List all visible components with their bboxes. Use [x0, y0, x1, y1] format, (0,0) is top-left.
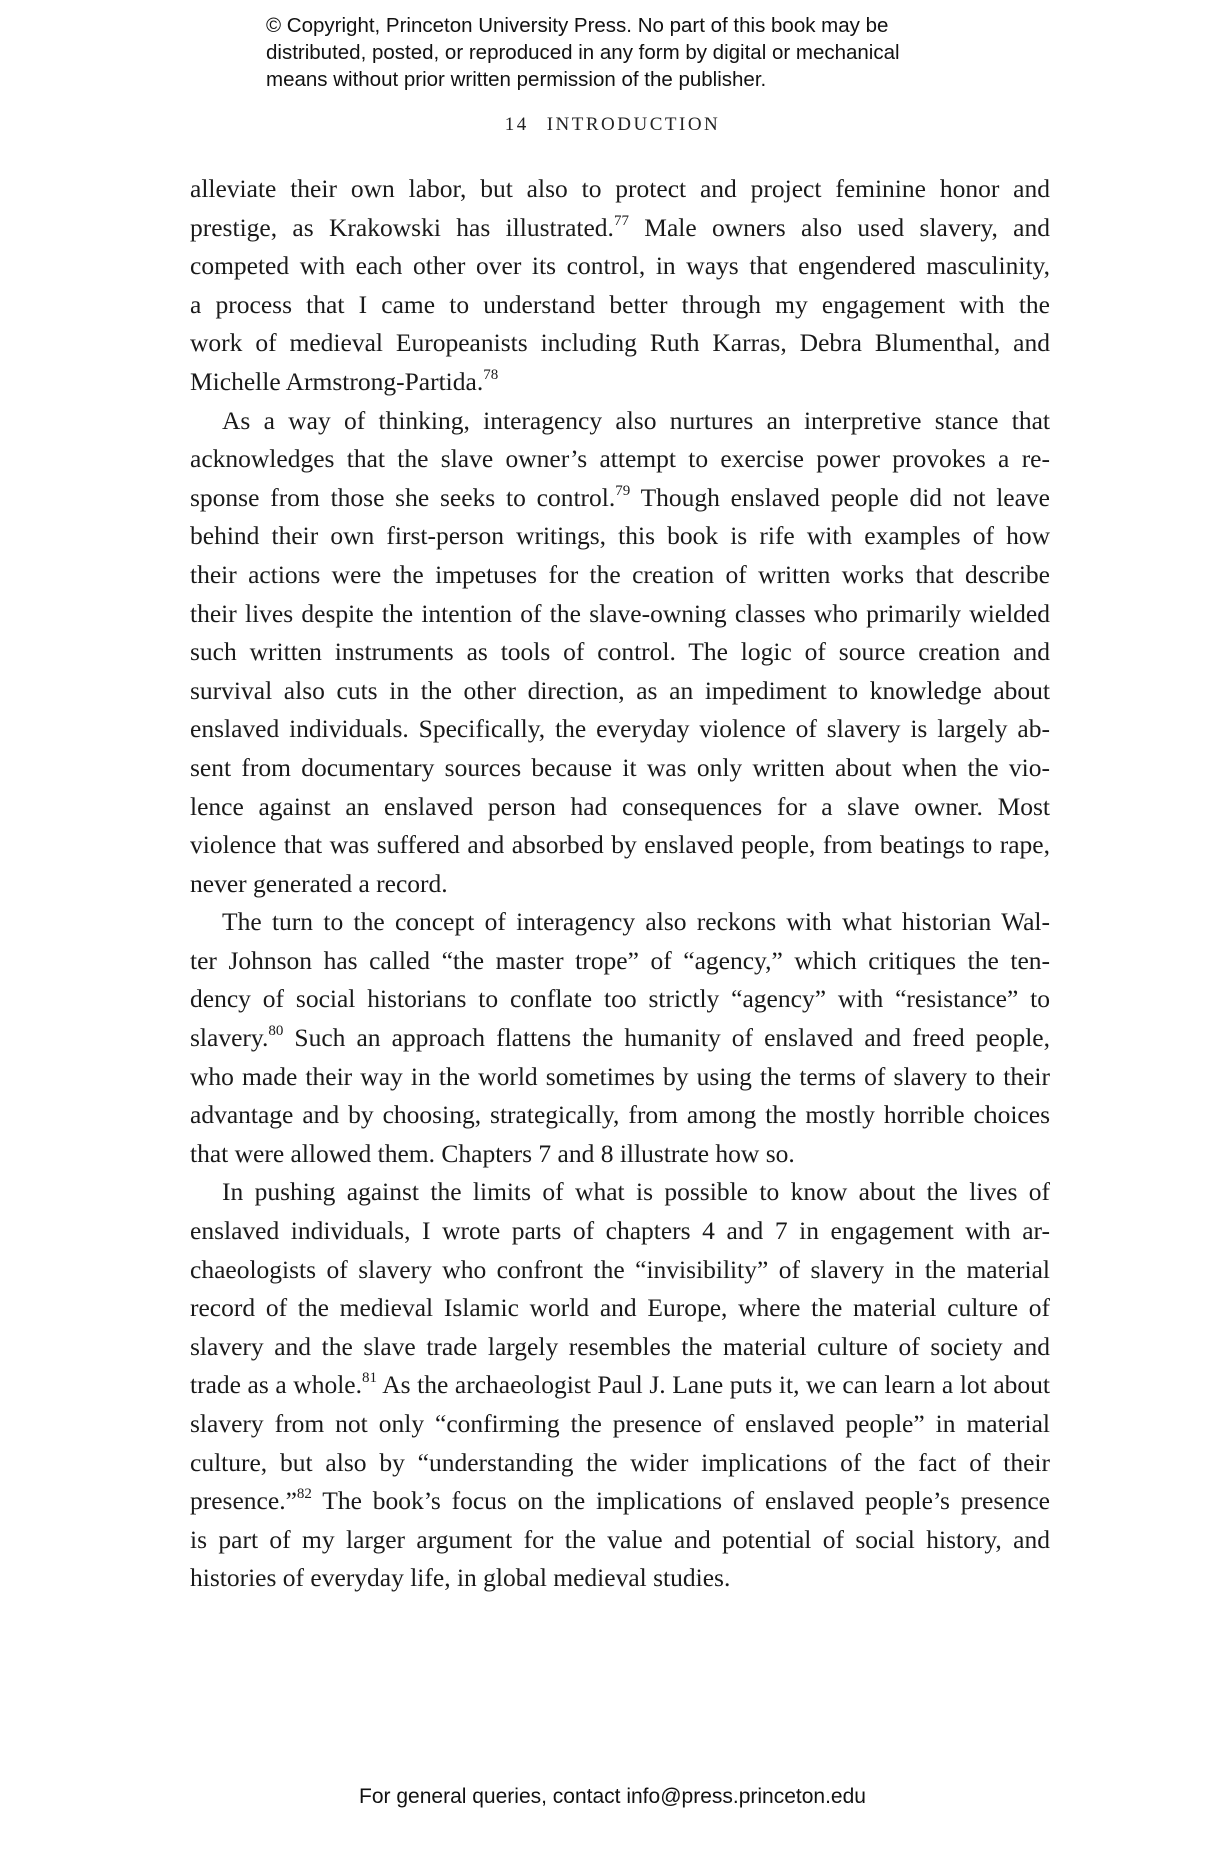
line-text: slavery.	[190, 1023, 269, 1053]
paragraph	[190, 402, 1050, 904]
line-text: is part of my larger argument for the value and potential of social history, and	[190, 1524, 1050, 1554]
text-line	[190, 209, 1050, 248]
footnote-ref: 78	[483, 366, 499, 383]
line-text: enslaved individuals, I wrote parts of chapters 4 and 7 in engagement with ar-	[190, 1216, 1050, 1246]
copyright-line: distributed, posted, or reproduced in any form by digital or mechanical	[266, 41, 900, 64]
paragraph	[190, 1173, 1050, 1598]
paragraph	[190, 170, 1050, 402]
text-line	[190, 595, 1050, 634]
line-text: slavery from not only “confirming the presence of enslaved people” in material	[190, 1409, 1050, 1438]
line-text: enslaved individuals. Specifically, the everyday violence of slavery is largely ab-	[190, 714, 1050, 744]
text-line	[190, 865, 1050, 904]
line-text: chaeologists of slavery who confront the “invisibility” of slavery in the material	[190, 1254, 1050, 1284]
line-text: behind their own first-person writings, this book is rife with examples of how	[190, 521, 1050, 551]
text-line	[190, 1405, 1050, 1444]
text-line	[190, 633, 1050, 672]
text-line	[190, 1251, 1050, 1290]
line-text: lence against an enslaved person had consequences for a slave owner. Most	[190, 791, 1050, 821]
text-line	[190, 1019, 1050, 1058]
line-text: survival also cuts in the other direction, as an impediment to knowledge about	[190, 675, 1050, 705]
footnote-ref: 79	[615, 482, 631, 499]
line-text: Michelle Armstrong-Partida.	[190, 366, 484, 396]
line-text: trade as a whole.	[190, 1370, 363, 1400]
running-head	[0, 114, 1225, 136]
footer-contact: For general queries, contact info@press.princeton.edu	[359, 1785, 866, 1808]
text-line	[190, 903, 1050, 942]
line-text: Such an approach flattens the humanity of enslaved and freed people,	[283, 1023, 1050, 1053]
text-line	[190, 1482, 1050, 1521]
text-line	[190, 1328, 1050, 1367]
line-text: As the archaeologist Paul J. Lane puts it, we can learn a lot about	[377, 1370, 1051, 1400]
text-line	[190, 1212, 1050, 1251]
text-line	[190, 1289, 1050, 1328]
text-line	[190, 1058, 1050, 1097]
text-line	[190, 402, 1050, 441]
text-line	[190, 440, 1050, 479]
line-text: competed with each other over its control, in ways that engendered masculinity,	[190, 251, 1050, 281]
line-text: that were allowed them. Chapters 7 and 8 illustrate how so.	[190, 1138, 795, 1168]
copyright-line: means without prior written permission of the publisher.	[266, 68, 767, 91]
text-line	[190, 710, 1050, 749]
line-text: work of medieval Europeanists including Ruth Karras, Debra Blumenthal, and	[190, 328, 1050, 358]
text-line	[190, 980, 1050, 1019]
line-text: sent from documentary sources because it was only written about when the vio-	[190, 752, 1050, 782]
text-line	[190, 788, 1050, 827]
text-line	[190, 286, 1050, 325]
text-line	[190, 672, 1050, 711]
line-text: prestige, as Krakowski has illustrated.	[190, 212, 614, 242]
line-text: ter Johnson has called “the master trope” of “agency,” which critiques the ten-	[190, 945, 1050, 975]
line-text: sponse from those she seeks to control.	[190, 482, 616, 512]
footnote-ref: 77	[613, 212, 629, 229]
text-line	[190, 363, 1050, 402]
line-text: As a way of thinking, interagency also nurtures an interpretive stance that	[222, 405, 1050, 435]
line-text: Male owners also used slavery, and	[628, 212, 1050, 242]
section-title: INTRODUCTION	[546, 114, 721, 135]
line-text: Though enslaved people did not leave	[630, 482, 1050, 512]
footnote-ref: 80	[268, 1023, 284, 1040]
line-text: The turn to the concept of interagency also reckons with what historian Wal-	[222, 907, 1050, 937]
line-text: culture, but also by “understanding the wider implications of the fact of their	[190, 1447, 1050, 1477]
text-line	[190, 479, 1050, 518]
line-text: histories of everyday life, in global medieval studies.	[190, 1563, 731, 1593]
text-line	[190, 324, 1050, 363]
line-text: alleviate their own labor, but also to protect and project feminine honor and	[190, 174, 1050, 203]
page-number: 14	[504, 114, 529, 135]
line-text: The book’s focus on the implications of enslaved people’s presence	[311, 1486, 1050, 1516]
paragraph	[190, 903, 1050, 1173]
copyright-notice	[266, 12, 1026, 93]
text-line	[190, 749, 1050, 788]
footnote-ref: 81	[362, 1370, 378, 1387]
text-line	[190, 517, 1050, 556]
text-line	[190, 1559, 1050, 1598]
text-line	[190, 1366, 1050, 1405]
text-line	[190, 556, 1050, 595]
line-text: their lives despite the intention of the slave-owning classes who primarily wielded	[190, 598, 1050, 628]
text-line	[190, 1135, 1050, 1174]
line-text: In pushing against the limits of what is possible to know about the lives of	[222, 1177, 1050, 1207]
line-text: record of the medieval Islamic world and Europe, where the material culture of	[190, 1293, 1050, 1323]
text-line	[190, 1444, 1050, 1483]
text-line	[190, 247, 1050, 286]
line-text: who made their way in the world sometimes by using the terms of slavery to their	[190, 1061, 1050, 1091]
line-text: their actions were the impetuses for the creation of written works that describe	[190, 559, 1050, 589]
line-text: advantage and by choosing, strategically, from among the mostly horrible choices	[190, 1100, 1050, 1130]
text-line	[190, 826, 1050, 865]
body-text	[190, 170, 1050, 1598]
line-text: such written instruments as tools of control. The logic of source creation and	[190, 637, 1050, 667]
text-line	[190, 942, 1050, 981]
footnote-ref: 82	[296, 1486, 312, 1503]
copyright-line: © Copyright, Princeton University Press. No part of this book may be	[266, 14, 889, 37]
line-text: a process that I came to understand better through my engagement with the	[190, 289, 1050, 319]
text-line	[190, 170, 1050, 209]
line-text: violence that was suffered and absorbed by enslaved people, from beatings to rape,	[190, 830, 1050, 860]
line-text: dency of social historians to conflate too strictly “agency” with “resistance” to	[190, 984, 1050, 1014]
text-line	[190, 1521, 1050, 1560]
line-text: presence.”	[190, 1486, 297, 1516]
line-text: acknowledges that the slave owner’s attempt to exercise power provokes a re-	[190, 444, 1050, 474]
line-text: never generated a record.	[190, 868, 448, 898]
line-text: slavery and the slave trade largely resembles the material culture of society and	[190, 1331, 1050, 1361]
text-line	[190, 1096, 1050, 1135]
text-line	[190, 1173, 1050, 1212]
